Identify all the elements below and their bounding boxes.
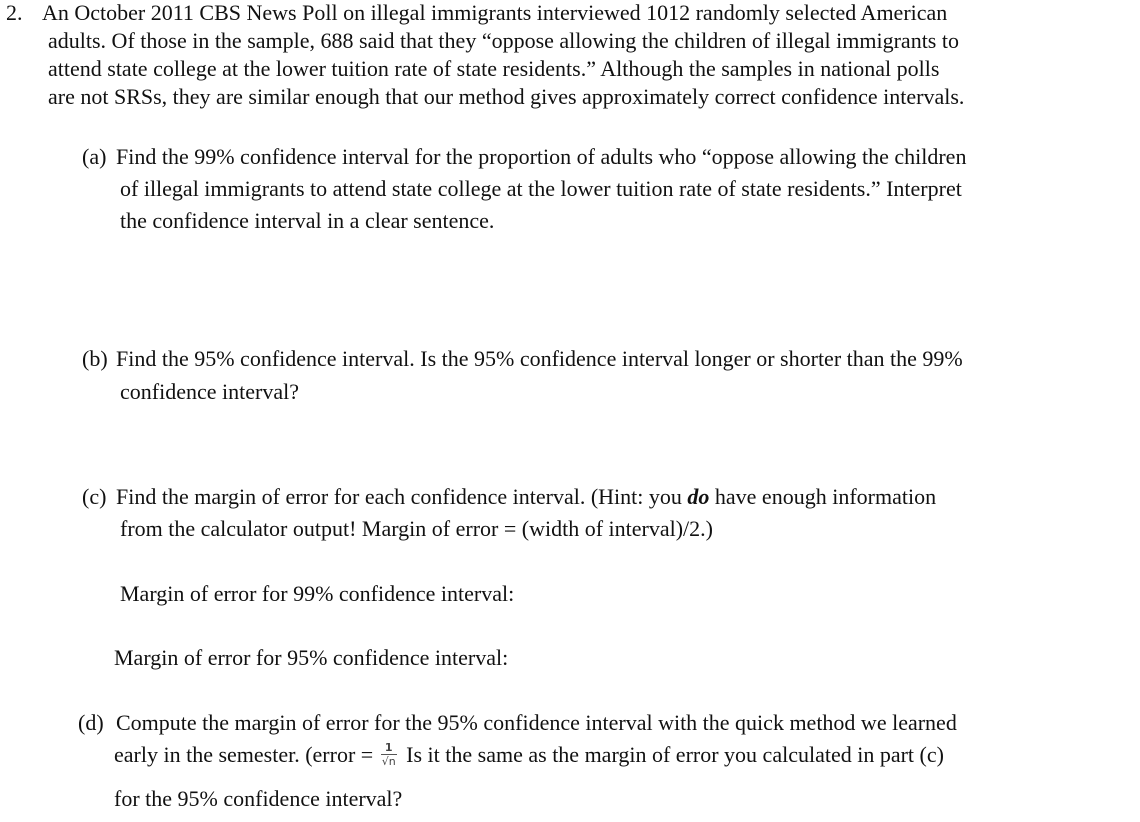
error-formula-fraction xyxy=(381,742,397,768)
part-b-marker: (b) xyxy=(82,346,108,371)
part-d-line-2-before: early in the semester. (error = xyxy=(114,742,379,767)
part-b-line-2: confidence interval? xyxy=(120,379,299,404)
part-a-marker: (a) xyxy=(82,144,107,169)
question-number: 2. xyxy=(6,0,23,25)
formula-numerator: 1 xyxy=(381,742,397,755)
moe-99-label: Margin of error for 99% confidence interval: xyxy=(120,581,515,606)
part-b-line-1: Find the 95% confidence interval. Is the 95% confidence interval longer or shorter than the 99% xyxy=(116,346,963,371)
question-text-line-2: adults. Of those in the sample, 688 said that they “oppose allowing the children of illegal immigrants to xyxy=(48,28,959,53)
part-d-line-2-after: Is it the same as the margin of error you calculated in part (c) xyxy=(400,742,944,767)
part-d-line-1: Compute the margin of error for the 95% confidence interval with the quick method we learned xyxy=(116,710,957,735)
part-d-line-3: for the 95% confidence interval? xyxy=(114,786,403,811)
part-d-marker: (d) xyxy=(78,710,104,735)
moe-95-label: Margin of error for 95% confidence interval: xyxy=(114,645,509,670)
question-text-line-3: attend state college at the lower tuition rate of state residents.” Although the samples in national polls xyxy=(48,56,940,81)
part-c-emphasis-do: do xyxy=(687,484,710,509)
part-a-line-3: the confidence interval in a clear sentence. xyxy=(120,208,495,233)
part-c-line-1 xyxy=(116,483,936,511)
formula-denominator: √n xyxy=(381,754,396,768)
part-d-line-2 xyxy=(114,741,944,770)
part-a-line-2: of illegal immigrants to attend state college at the lower tuition rate of state residents.” Interpret xyxy=(120,176,962,201)
part-c-marker: (c) xyxy=(82,484,107,509)
question-text-line-1: An October 2011 CBS News Poll on illegal immigrants interviewed 1012 randomly selected American xyxy=(42,0,948,25)
part-c-line-2: from the calculator output! Margin of error = (width of interval)/2.) xyxy=(120,516,713,541)
part-c-line-1-after: have enough information xyxy=(709,484,937,509)
part-a-line-1: Find the 99% confidence interval for the proportion of adults who “oppose allowing the children xyxy=(116,144,967,169)
question-text-line-4: are not SRSs, they are similar enough that our method gives approximately correct confidence intervals. xyxy=(48,84,965,109)
part-c-line-1-before: Find the margin of error for each confidence interval. (Hint: you xyxy=(116,484,688,509)
